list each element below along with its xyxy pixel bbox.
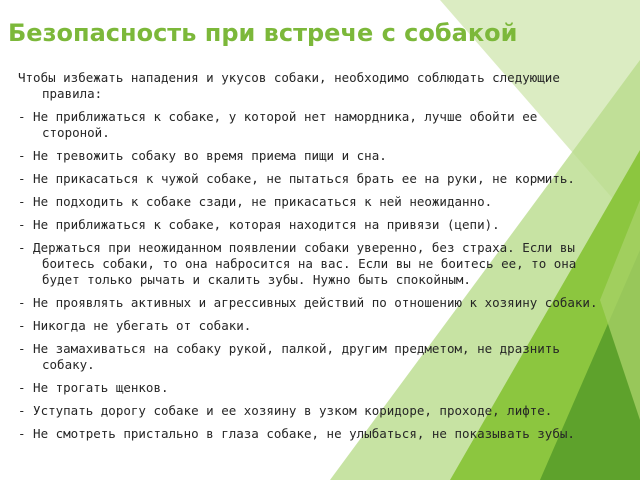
- rule-item: - Не прикасаться к чужой собаке, не пытаться брать ее на руки, не кормить.: [18, 171, 575, 186]
- rule-item: - Не подходить к собаке сзади, не прикасаться к ней неожиданно.: [18, 194, 493, 209]
- rule-item: - Уступать дорогу собаке и ее хозяину в узком коридоре, проходе, лифте.: [18, 403, 553, 418]
- rule-item: - Держаться при неожиданном появлении собаки уверенно, без страха. Если вы боитесь собаки, то она набросится на вас. Если вы не боитесь ее, то она будет только рычать и скалить зубы. Нужно быть спокойным.: [18, 240, 577, 287]
- rule-item: - Не трогать щенков.: [18, 380, 169, 395]
- rule-item: - Не смотреть пристально в глаза собаке, не улыбаться, не показывать зубы.: [18, 426, 575, 441]
- rule-item: - Не проявлять активных и агрессивных действий по отношению к хозяину собаки.: [18, 295, 598, 310]
- rule-item: - Не приближаться к собаке, у которой нет намордника, лучше обойти ее стороной.: [18, 109, 538, 140]
- rule-item: - Никогда не убегать от собаки.: [18, 318, 252, 333]
- intro-paragraph: Чтобы избежать нападения и укусов собаки, необходимо соблюдать следующие правила:: [18, 70, 560, 101]
- rule-item: - Не тревожить собаку во время приема пищи и сна.: [18, 148, 387, 163]
- rule-item: - Не замахиваться на собаку рукой, палкой, другим предметом, не дразнить собаку.: [18, 341, 560, 372]
- slide-title: Безопасность при встрече с собакой: [8, 19, 518, 47]
- slide-content: [18, 70, 608, 449]
- rule-item: - Не приближаться к собаке, которая находится на привязи (цепи).: [18, 217, 500, 232]
